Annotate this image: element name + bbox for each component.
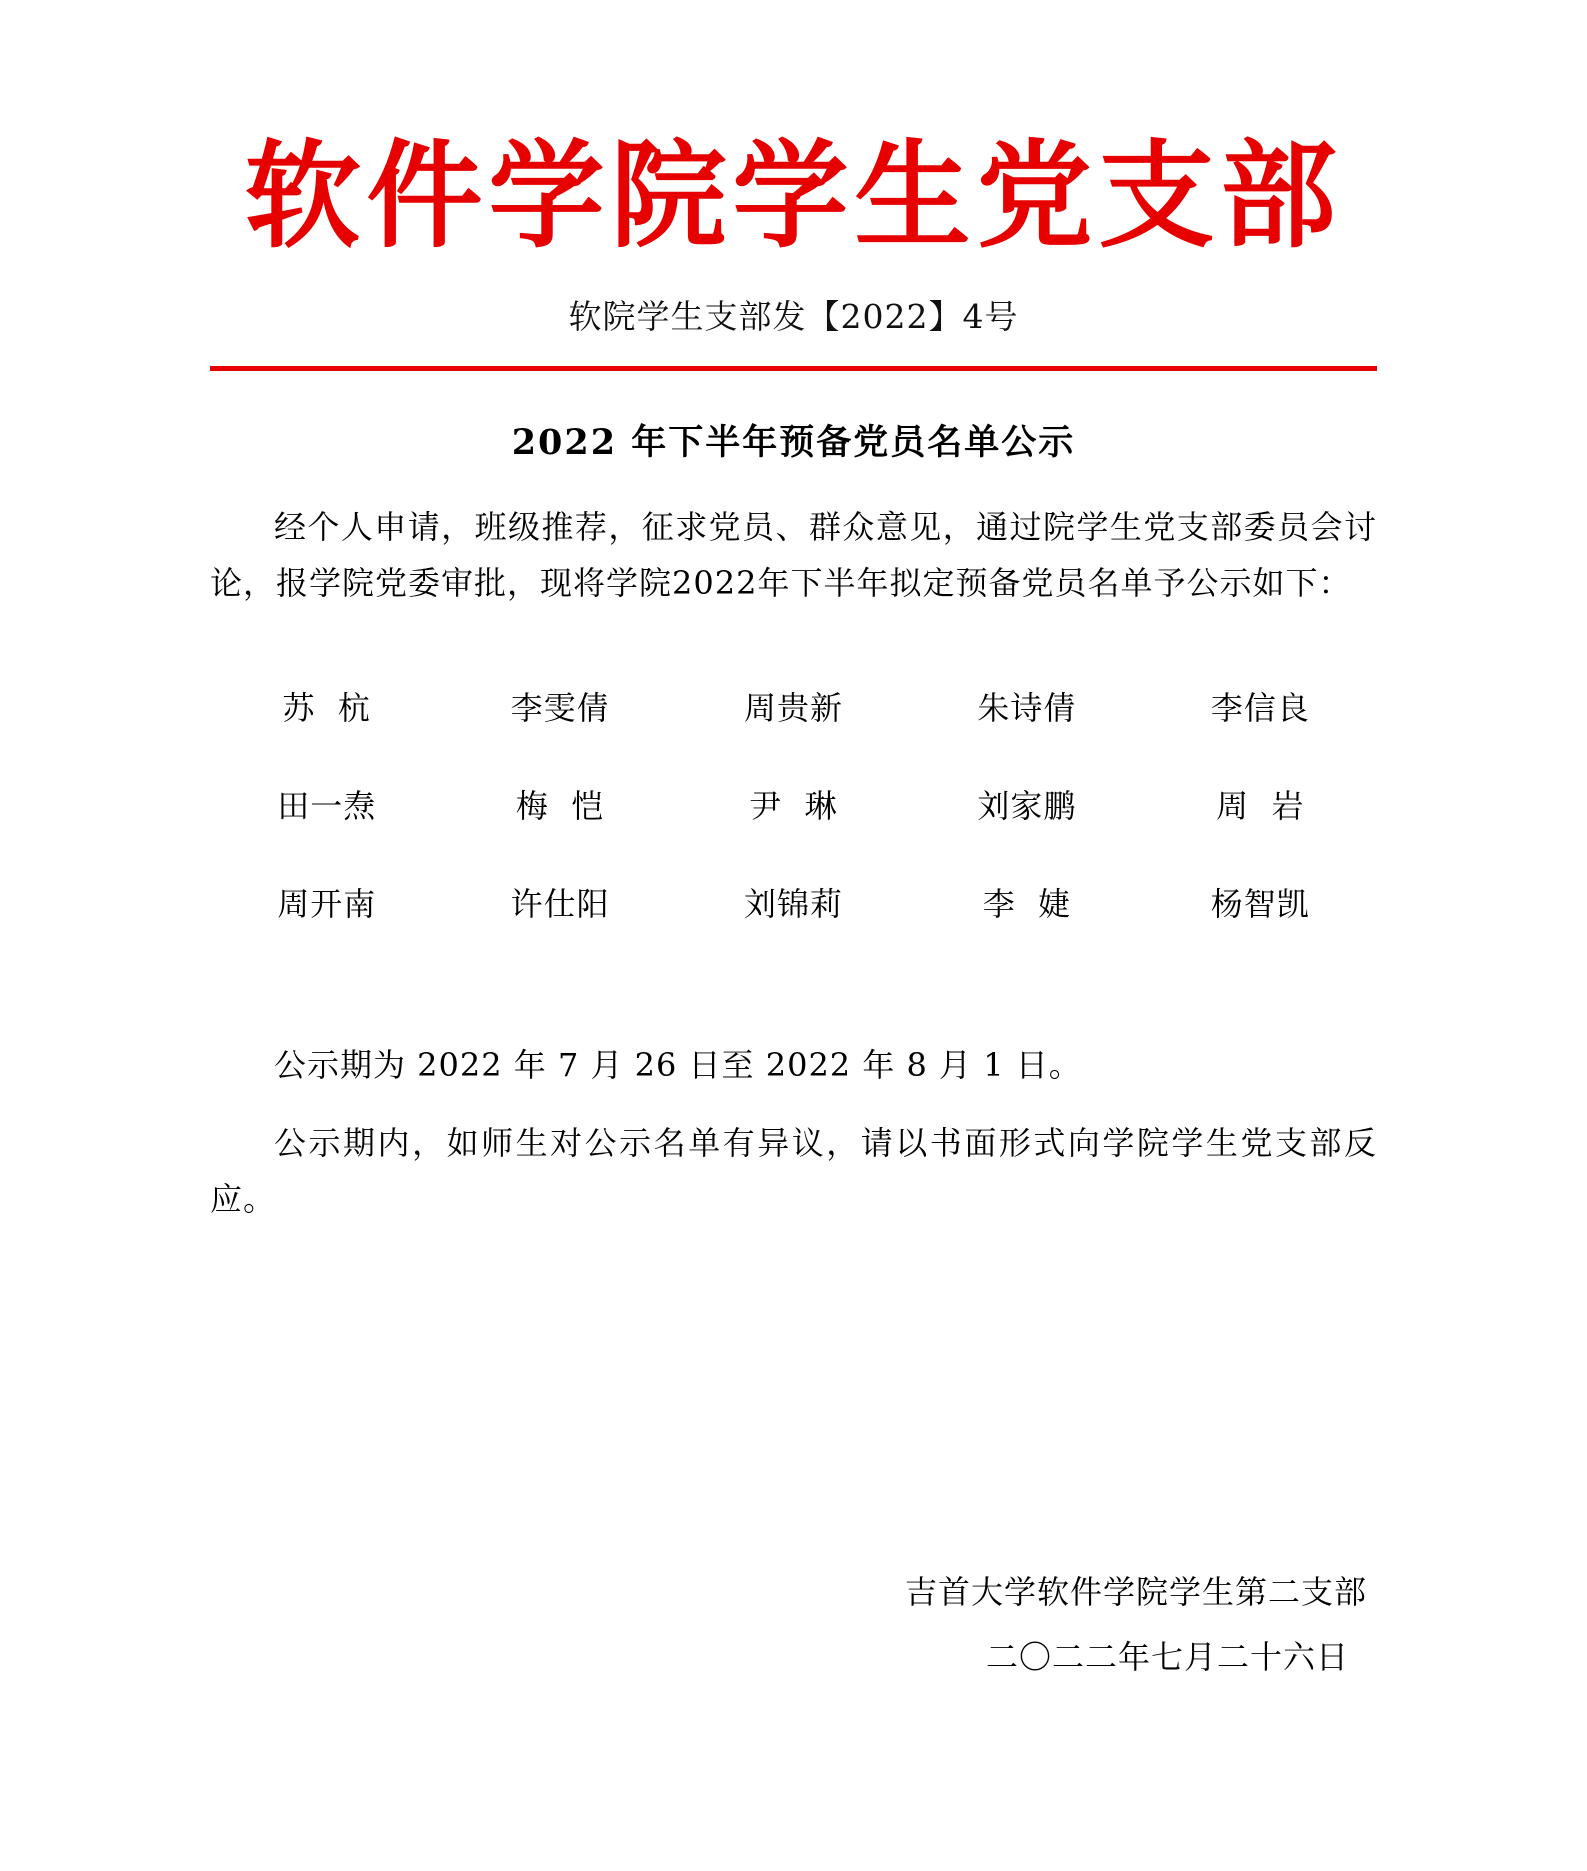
organization-title: 软件学院学生党支部 xyxy=(244,128,1343,264)
member-name: 朱诗倩 xyxy=(977,688,1077,727)
signature-block xyxy=(905,1560,1377,1691)
member-name: 李信良 xyxy=(1210,688,1310,727)
table-row xyxy=(210,657,1377,755)
table-row xyxy=(210,755,1377,853)
member-name: 刘锦莉 xyxy=(743,884,843,923)
page-title: 2022 年下半年预备党员名单公示 xyxy=(511,421,1076,463)
member-name: 李雯倩 xyxy=(510,688,610,727)
body-paragraph-intro: 经个人申请，班级推荐，征求党员、群众意见，通过院学生党支部委员会讨论，报学院党委审批，现将学院2022年下半年拟定预备党员名单予公示如下： xyxy=(210,507,1377,602)
document-number: 软院学生支部发【2022】4号 xyxy=(568,296,1019,336)
member-name: 周开南 xyxy=(277,884,377,923)
member-name: 田一焘 xyxy=(277,786,377,825)
signature-unit: 吉首大学软件学院学生第二支部 xyxy=(904,1572,1367,1611)
approved-members-name-grid xyxy=(210,657,1377,951)
spacer xyxy=(210,951,1377,1015)
table-row xyxy=(210,853,1377,951)
signature-date: 二〇二二年七月二十六日 xyxy=(985,1638,1349,1677)
member-name: 周贵新 xyxy=(743,688,843,727)
member-name: 许仕阳 xyxy=(510,884,610,923)
notice-objection-paragraph: 公示期内，如师生对公示名单有异议，请以书面形式向学院学生党支部反应。 xyxy=(210,1123,1377,1218)
member-name: 李 婕 xyxy=(982,884,1072,923)
member-name: 周 岩 xyxy=(1216,786,1305,825)
member-name: 杨智凯 xyxy=(1210,884,1310,923)
member-name: 刘家鹏 xyxy=(977,786,1077,825)
red-divider-rule xyxy=(210,366,1377,371)
document-header xyxy=(210,0,1377,371)
notice-period-paragraph: 公示期为 2022 年 7 月 26 日至 2022 年 8 月 1 日。 xyxy=(274,1045,1082,1084)
member-name: 苏 杭 xyxy=(282,688,371,727)
member-name: 梅 恺 xyxy=(515,786,605,825)
member-name: 尹 琳 xyxy=(749,786,838,825)
